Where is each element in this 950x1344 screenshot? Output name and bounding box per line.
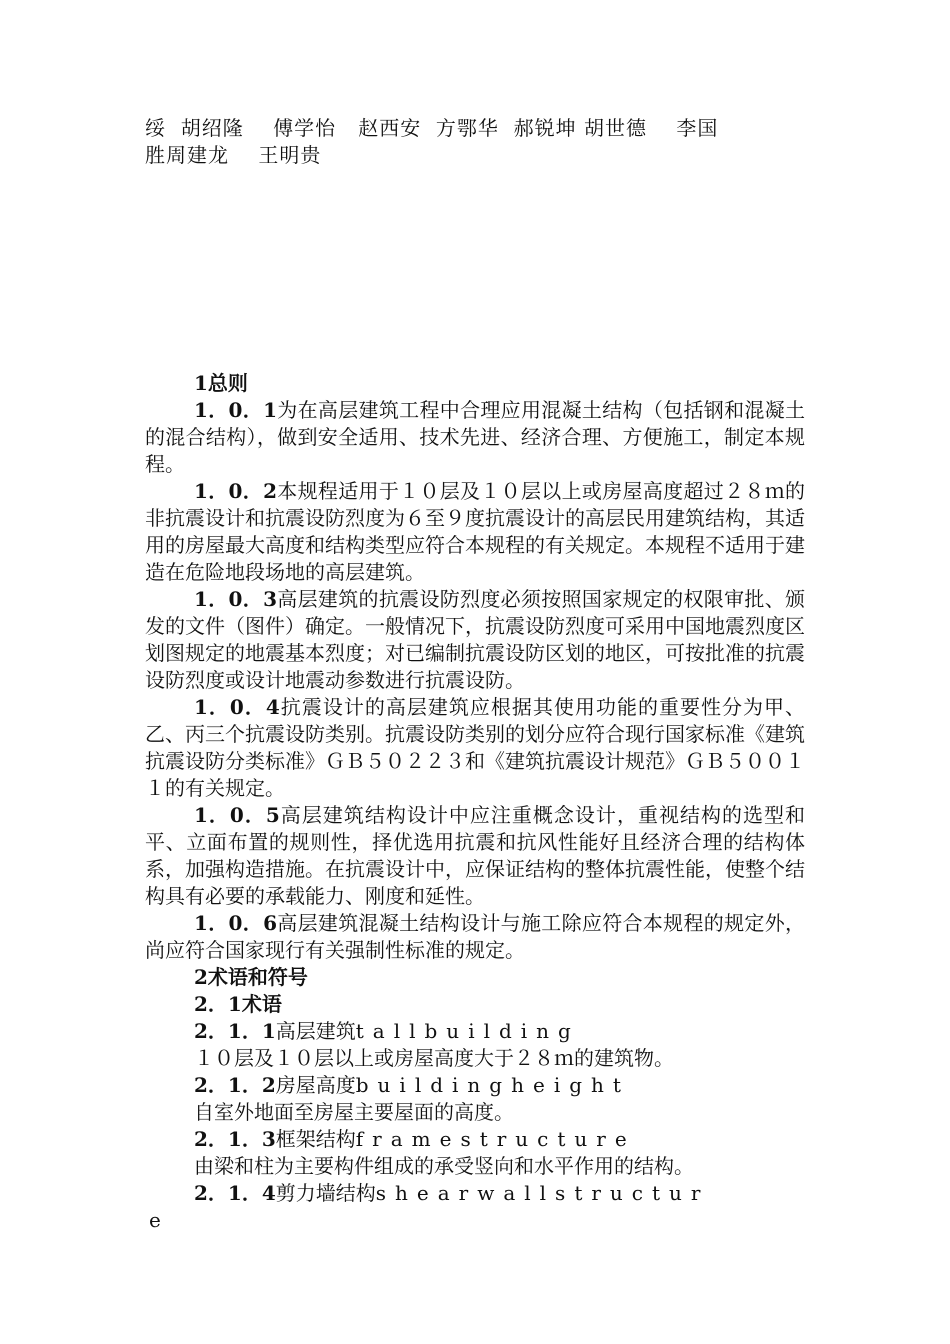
clause-number: 1．0．3: [194, 587, 277, 611]
term-number: 2．1．3: [194, 1127, 276, 1151]
term-number: 2．1．1: [194, 1019, 276, 1043]
clause-text: 高层建筑的抗震设防烈度必须按照国家规定的权限审批、颁发的文件（图件）确定。一般情况下，抗震设防烈度可采用中国地震烈度区划图规定的地震基本烈度；对已编制抗震设防区划的地区，可按批准的抗震设防烈度或设计地震动参数进行抗震设防。: [145, 587, 806, 692]
term-definition: １０层及１０层以上或房屋高度大于２８ｍ的建筑物。: [194, 1046, 674, 1070]
clause-number: 1．0．5: [194, 803, 280, 827]
clause-number: 1．0．2: [194, 479, 277, 503]
clause: [145, 397, 805, 478]
term-number: 2．1．4: [194, 1181, 276, 1205]
term-english: framestructure: [355, 1127, 636, 1151]
term-title: [145, 1126, 805, 1153]
clause-text: 高层建筑混凝土结构设计与施工除应符合本规程的规定外，尚应符合国家现行有关强制性标准的规定。: [145, 911, 806, 962]
clause-number: 1．0．6: [194, 911, 277, 935]
clause: [145, 910, 805, 964]
term-english: shearwallstructur: [375, 1181, 710, 1205]
term-definition: 由梁和柱为主要构件组成的承受竖向和水平作用的结构。: [194, 1154, 694, 1178]
term-name: 房屋高度: [275, 1073, 356, 1097]
term-name: 剪力墙结构: [275, 1181, 376, 1205]
clause-text: 抗震设计的高层建筑应根据其使用功能的重要性分为甲、乙、丙三个抗震设防类别。抗震设防类别的划分应符合现行国家标准《建筑抗震设防分类标准》ＧＢ５０２２３和《建筑抗震设计规范》ＧＢ５００１１的有关规定。: [145, 695, 806, 800]
term-name: 高层建筑: [275, 1019, 356, 1043]
author-list: [145, 115, 810, 169]
term-english: buildingheight: [355, 1073, 630, 1097]
clause-text: 本规程适用于１０层及１０层以上或房屋高度超过２８ｍ的非抗震设计和抗震设防烈度为６至９度抗震设计的高层民用建筑结构，其适用的房屋最大高度和结构类型应符合本规程的有关规定。本规程不适用于建造在危险地段场地的高层建筑。: [145, 479, 806, 584]
term-english: tallbuilding: [355, 1019, 580, 1043]
term-name: 框架结构: [275, 1127, 356, 1151]
term-definition: 自室外地面至房屋主要屋面的高度。: [194, 1100, 514, 1124]
term-number: 2．1．2: [194, 1073, 276, 1097]
clause: [145, 694, 805, 802]
term-title: [145, 1018, 805, 1045]
document-body: [145, 370, 805, 1234]
section-heading: 2．1术语: [194, 992, 282, 1016]
clause-text: 高层建筑结构设计中应注重概念设计，重视结构的选型和平、立面布置的规则性，择优选用抗震和抗风性能好且经济合理的结构体系，加强构造措施。在抗震设计中，应保证结构的整体抗震性能，使整个结构具有必要的承载能力、刚度和延性。: [145, 803, 806, 908]
clause-text: 为在高层建筑工程中合理应用混凝土结构（包括钢和混凝土的混合结构），做到安全适用、技术先进、经济合理、方便施工，制定本规程。: [145, 398, 806, 476]
term-title: [145, 1180, 805, 1207]
term-english-tail: e: [149, 1208, 161, 1232]
clause-number: 1．0．4: [194, 695, 280, 719]
term-title: [145, 1072, 805, 1099]
clause: [145, 478, 805, 586]
clause: [145, 586, 805, 694]
chapter-heading: 1总则: [194, 371, 248, 395]
chapter-heading: 2术语和符号: [194, 965, 308, 989]
author-line: 胜周建龙 王明贵: [145, 143, 322, 167]
clause-number: 1．0．1: [194, 398, 277, 422]
author-line: 绥 胡绍隆 傅学怡 赵西安 方鄂华 郝锐坤 胡世德 李国: [145, 116, 719, 140]
clause: [145, 802, 805, 910]
